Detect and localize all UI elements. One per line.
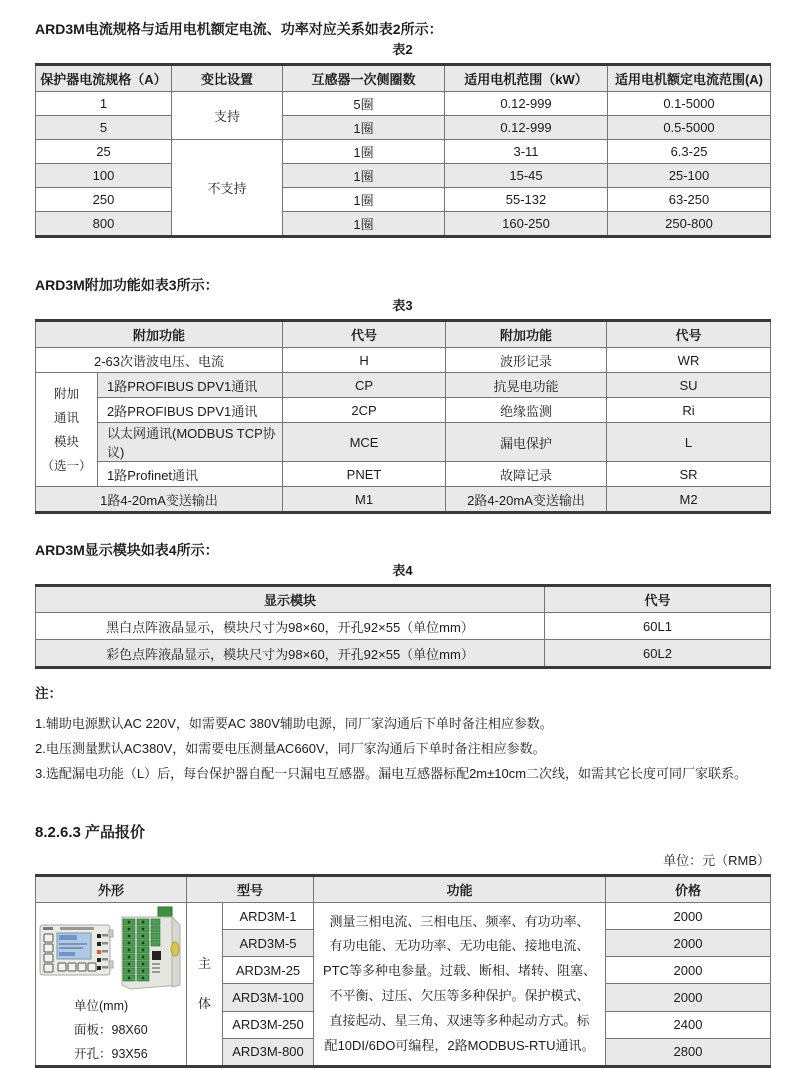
table2-row [36, 116, 771, 140]
intro-table2: ARD3M电流规格与适用电机额定电流、功率对应关系如表2所示： [35, 21, 443, 37]
cell-function-left: 以太网通讯(MODBUS TCP协议) [98, 423, 283, 462]
cell-turns: 1圈 [283, 212, 445, 237]
cell-ratio-not-support: 不支持 [172, 140, 283, 237]
cell-code-right: SU [607, 373, 771, 398]
function-line: 有功电能、无功功率、无功电能、接地电流、 [329, 938, 590, 954]
table3-row [36, 423, 771, 462]
table2-header: 适用电机范围（kW） [445, 65, 608, 92]
cell-display-module: 彩色点阵液晶显示，模块尺寸为98×60，开孔92×55（单位mm） [36, 640, 545, 668]
cell-function-right: 绝缘监测 [446, 398, 607, 423]
product-photos [38, 905, 184, 993]
cell-model: ARD3M-250 [223, 1011, 314, 1038]
cell-model: ARD3M-5 [223, 930, 314, 957]
price-header-row [36, 876, 771, 903]
cell-spec: 25 [36, 140, 172, 164]
table3-row [36, 487, 771, 513]
appearance-cutout-line: 开孔：93X56 [74, 1047, 148, 1061]
cell-ratio-support: 支持 [172, 92, 283, 140]
table4-header-row [36, 586, 771, 613]
main-unit-image [122, 907, 180, 989]
cell-code-left: H [283, 348, 446, 373]
unit-note: 单位：元（RMB） [663, 853, 770, 868]
price-table [35, 874, 771, 1068]
cell-power: 3-11 [445, 140, 608, 164]
cell-price: 2000 [606, 957, 771, 984]
product-appearance-cell [36, 903, 187, 1067]
cell-function-left: 1路Profinet通讯 [98, 462, 283, 487]
cell-spec: 250 [36, 188, 172, 212]
function-line: 测量三相电流、三相电压、频率、有功功率、 [329, 913, 590, 929]
table2-row [36, 212, 771, 237]
function-line: PTC等多种电参量。过载、断相、堵转、阻塞、 [323, 963, 597, 979]
cell-turns: 5圈 [283, 92, 445, 116]
cell-spec: 1 [36, 92, 172, 116]
cell-turns: 1圈 [283, 116, 445, 140]
table2-header-row [36, 65, 771, 92]
cell-function-left: 1路PROFIBUS DPV1通讯 [98, 373, 283, 398]
brand-logo [171, 942, 179, 956]
cell-code-left: CP [283, 373, 446, 398]
cell-spec: 100 [36, 164, 172, 188]
cell-code-left: M1 [283, 487, 446, 513]
cell-spec: 800 [36, 212, 172, 237]
cell-function-left: 2-63次谐波电压、电流 [36, 348, 283, 373]
cell-current: 0.5-5000 [608, 116, 771, 140]
price-row [36, 903, 771, 930]
cell-turns: 1圈 [283, 164, 445, 188]
table3-header-row [36, 321, 771, 348]
table3-additional-functions [35, 319, 771, 514]
table3-header: 附加功能 [446, 321, 607, 348]
cell-model: ARD3M-800 [223, 1038, 314, 1066]
display-panel-image [40, 925, 113, 975]
cell-code: 60L1 [545, 613, 771, 640]
cell-code-left: 2CP [283, 398, 446, 423]
cell-price: 2800 [606, 1038, 771, 1066]
price-header: 外形 [36, 876, 187, 903]
table3-row [36, 348, 771, 373]
cell-code-right: M2 [607, 487, 771, 513]
intro-table4: ARD3M显示模块如表4所示： [35, 542, 219, 558]
table3-header: 代号 [283, 321, 446, 348]
cell-code-left: MCE [283, 423, 446, 462]
cell-current: 6.3-25 [608, 140, 771, 164]
section-heading: 8.2.6.3 产品报价 [35, 824, 146, 841]
function-line: 配10DI/6DO可编程，2路MODBUS-RTU通讯。 [324, 1037, 595, 1053]
cell-function-right: 漏电保护 [446, 423, 607, 462]
table4-row [36, 640, 771, 668]
note-item-3: 3.选配漏电功能（L）后，每台保护器自配一只漏电互感器。漏电互感器标配2m±10cm二次线，如需其它长度可同厂家联系。 [35, 766, 748, 781]
cell-function-right: 2路4-20mA变送输出 [446, 487, 607, 513]
cell-code-right: WR [607, 348, 771, 373]
cell-function-right: 抗晃电功能 [446, 373, 607, 398]
cell-price: 2000 [606, 903, 771, 930]
document-page [35, 0, 770, 1068]
table2-header: 变比设置 [172, 65, 283, 92]
table2-header: 互感器一次侧圈数 [283, 65, 445, 92]
table2-caption: 表2 [392, 42, 413, 57]
cell-code-left: PNET [283, 462, 446, 487]
intro-table3: ARD3M附加功能如表3所示： [35, 277, 219, 293]
cell-current: 63-250 [608, 188, 771, 212]
table3-header: 代号 [607, 321, 771, 348]
notes-title: 注： [35, 686, 62, 701]
table2-header: 适用电机额定电流范围(A) [608, 65, 771, 92]
function-line: 不平衡、过压、欠压等多种保护。保护模式、 [329, 988, 590, 1003]
comm-module-group-label: 附加 通讯 模块 （选一） [36, 373, 98, 487]
cell-turns: 1圈 [283, 140, 445, 164]
cell-power: 15-45 [445, 164, 608, 188]
cell-current: 250-800 [608, 212, 771, 237]
table3-row [36, 398, 771, 423]
table4-display-modules [35, 584, 771, 669]
table3-caption: 表3 [392, 298, 413, 313]
cell-power: 0.12-999 [445, 116, 608, 140]
price-header: 型号 [187, 876, 314, 903]
appearance-unit-line: 单位(mm) [74, 999, 129, 1013]
table3-row [36, 462, 771, 487]
function-description-cell [314, 903, 606, 1067]
cell-code-right: Ri [607, 398, 771, 423]
cell-model: ARD3M-25 [223, 957, 314, 984]
cell-code-right: L [607, 423, 771, 462]
cell-power: 0.12-999 [445, 92, 608, 116]
cell-display-module: 黑白点阵液晶显示，模块尺寸为98×60，开孔92×55（单位mm） [36, 613, 545, 640]
cell-turns: 1圈 [283, 188, 445, 212]
cell-power: 55-132 [445, 188, 608, 212]
price-header: 价格 [606, 876, 771, 903]
table4-caption: 表4 [392, 563, 413, 578]
cell-function-left: 2路PROFIBUS DPV1通讯 [98, 398, 283, 423]
table4-header: 显示模块 [36, 586, 545, 613]
cell-code-right: SR [607, 462, 771, 487]
cell-current: 0.1-5000 [608, 92, 771, 116]
cell-function-right: 波形记录 [446, 348, 607, 373]
table2-row [36, 140, 771, 164]
cell-price: 2400 [606, 1011, 771, 1038]
table2-row [36, 92, 771, 116]
table3-row [36, 373, 771, 398]
note-item-2: 2.电压测量默认AC380V，如需要电压测量AC660V，同厂家沟通后下单时备注相应参数。 [35, 741, 546, 756]
function-line: 直接起动、星三角、双速等多种起动方式。标 [329, 1012, 590, 1028]
cell-spec: 5 [36, 116, 172, 140]
price-header: 功能 [314, 876, 606, 903]
cell-price: 2000 [606, 930, 771, 957]
cell-power: 160-250 [445, 212, 608, 237]
comm-port [152, 951, 161, 960]
table4-row [36, 613, 771, 640]
cell-function-right: 故障记录 [446, 462, 607, 487]
table2-current-specs [35, 63, 771, 238]
cell-current: 25-100 [608, 164, 771, 188]
note-item-1: 1.辅助电源默认AC 220V，如需要AC 380V辅助电源，同厂家沟通后下单时备注相应参数。 [35, 716, 553, 731]
table2-row [36, 188, 771, 212]
cell-code: 60L2 [545, 640, 771, 668]
table2-row [36, 164, 771, 188]
notes-list [35, 711, 770, 786]
cell-model: ARD3M-1 [223, 903, 314, 930]
cell-model: ARD3M-100 [223, 984, 314, 1011]
cell-function-left: 1路4-20mA变送输出 [36, 487, 283, 513]
table4-header: 代号 [545, 586, 771, 613]
appearance-panel-line: 面板：98X60 [74, 1023, 148, 1037]
table2-header: 保护器电流规格（A） [36, 65, 172, 92]
table3-header: 附加功能 [36, 321, 283, 348]
model-group-label: 主 体 [187, 903, 223, 1067]
cell-price: 2000 [606, 984, 771, 1011]
